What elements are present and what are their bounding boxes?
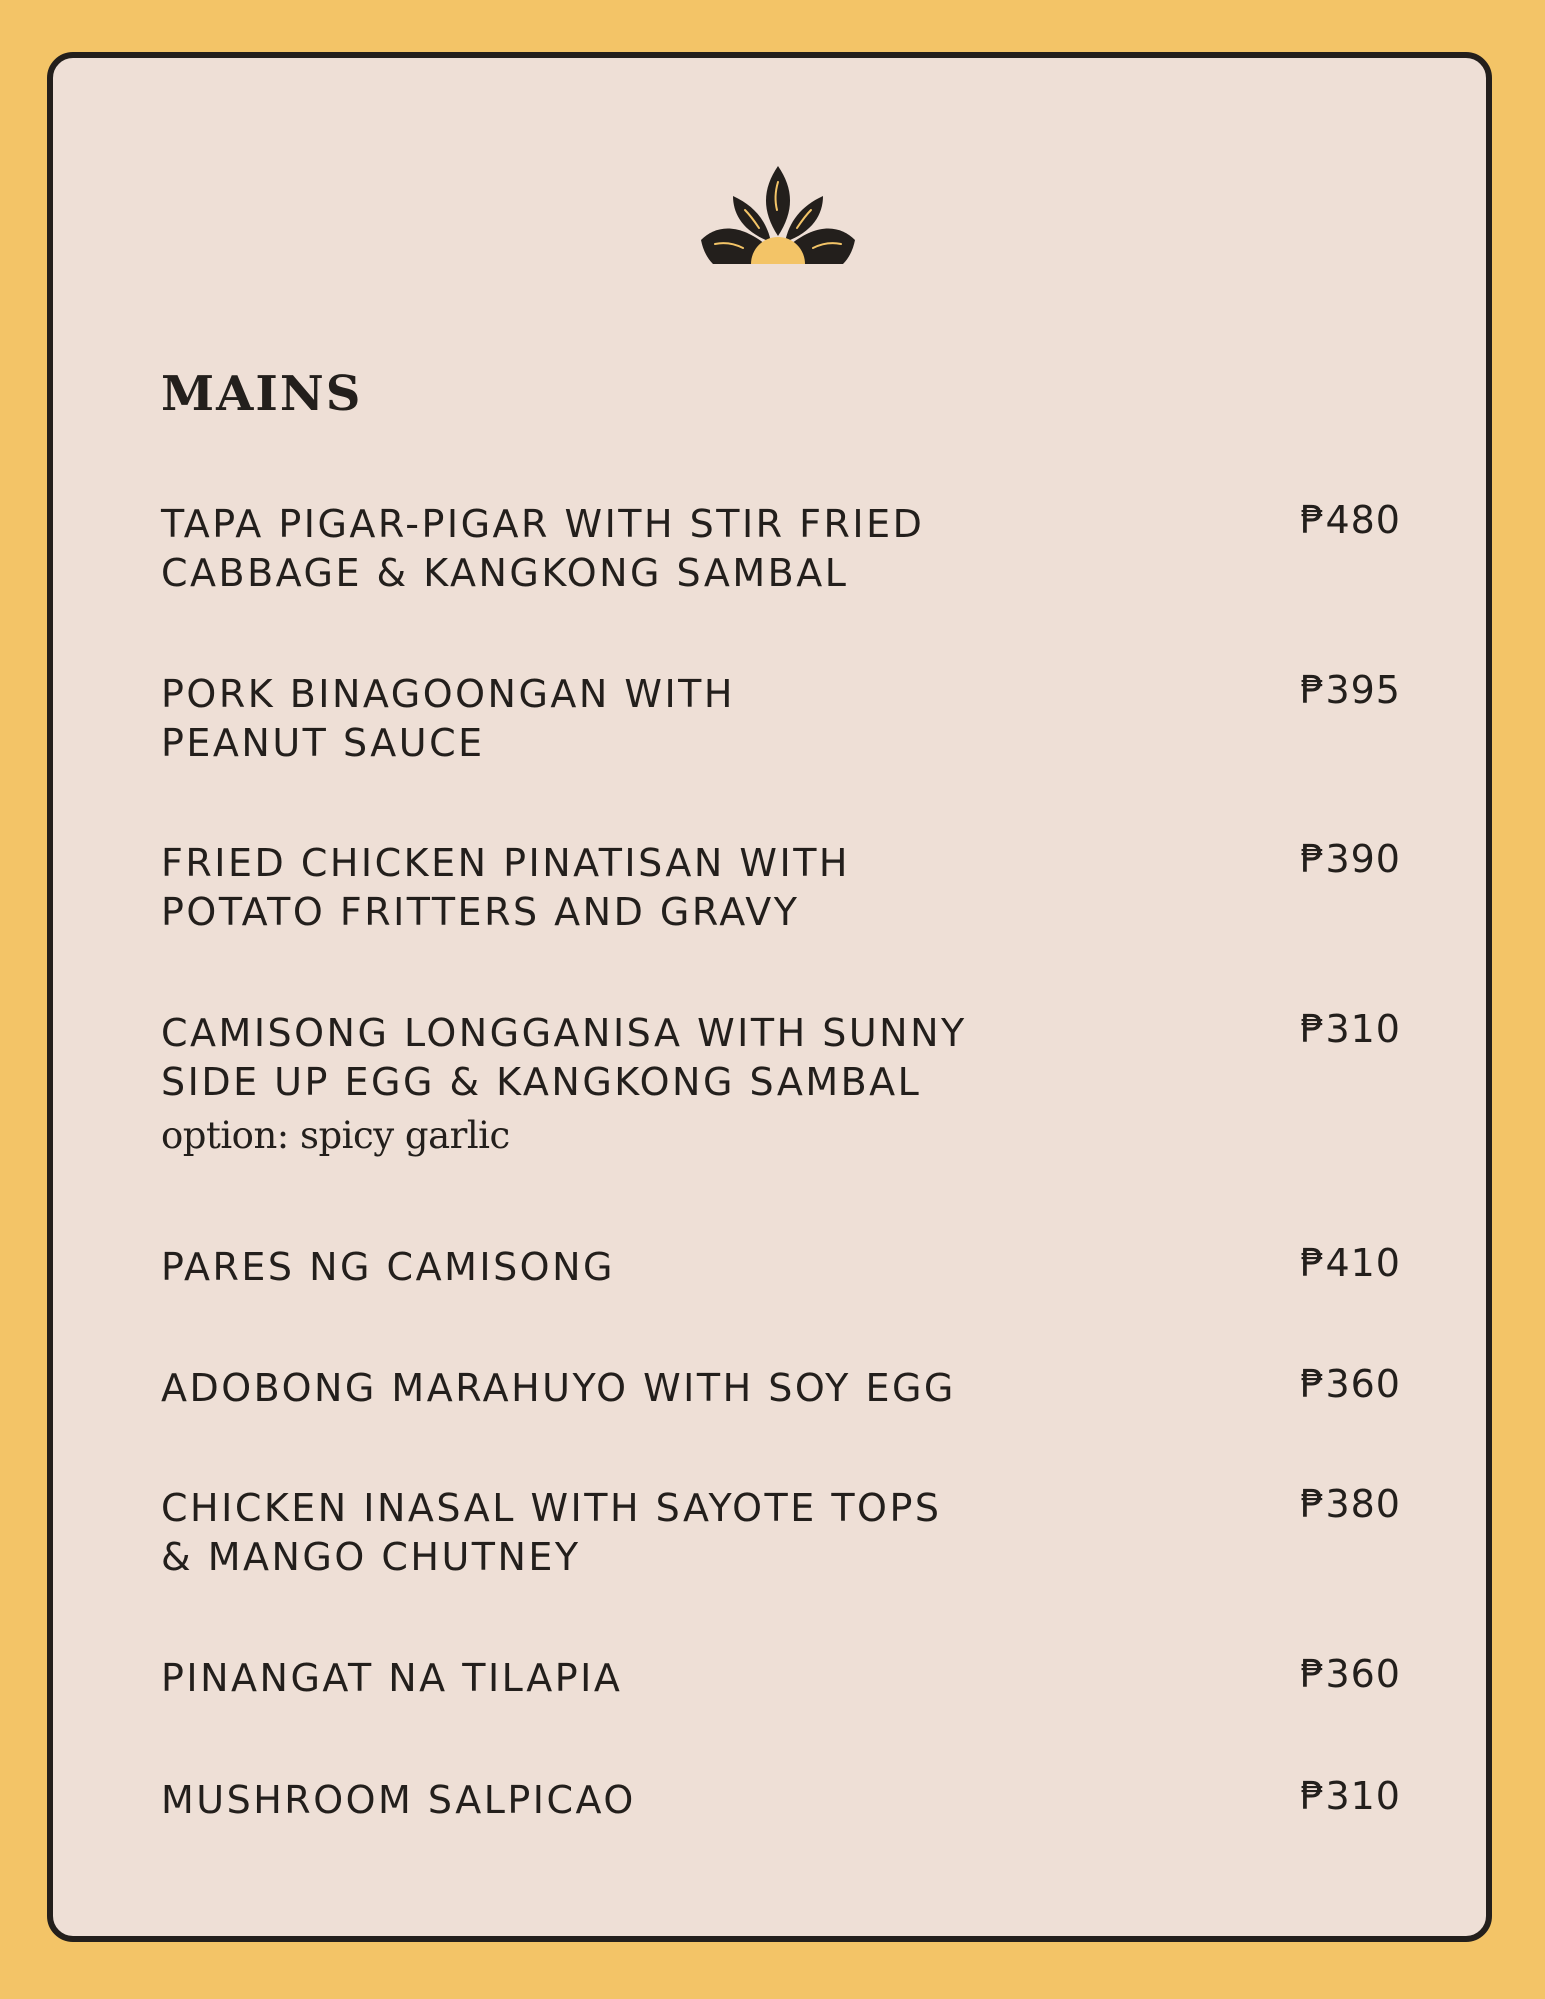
- menu-item-price: ₱480: [1300, 498, 1401, 542]
- menu-item-price: ₱360: [1300, 1652, 1401, 1696]
- menu-card: [47, 52, 1492, 1942]
- menu-item-name: MUSHROOM SALPICAO: [161, 1778, 636, 1822]
- menu-item: [161, 500, 1401, 598]
- menu-item-name: CAMISONG LONGGANISA WITH SUNNY SIDE UP EGG & KANGKONG SAMBAL: [161, 1011, 967, 1104]
- menu-item-price: ₱390: [1300, 837, 1401, 881]
- menu-item-note: option: spicy garlic: [161, 1114, 510, 1157]
- menu-item: [161, 1243, 1401, 1292]
- menu-item: [161, 1364, 1401, 1413]
- section-title: MAINS: [161, 366, 363, 422]
- menu-item: [161, 1009, 1401, 1159]
- menu-item-price: ₱380: [1300, 1482, 1401, 1526]
- menu-item-price: ₱410: [1300, 1241, 1401, 1285]
- menu-item-name: TAPA PIGAR-PIGAR WITH STIR FRIED CABBAGE & KANGKONG SAMBAL: [161, 502, 925, 595]
- menu-item: [161, 839, 1401, 937]
- menu-item-price: ₱360: [1300, 1362, 1401, 1406]
- menu-item-name: PINANGAT NA TILAPIA: [161, 1656, 623, 1700]
- menu-item-name: PARES NG CAMISONG: [161, 1245, 615, 1289]
- menu-item-name: CHICKEN INASAL WITH SAYOTE TOPS & MANGO CHUTNEY: [161, 1486, 942, 1579]
- menu-item: [161, 1484, 1401, 1582]
- menu-item-price: ₱310: [1300, 1774, 1401, 1818]
- menu-item: [161, 670, 1401, 768]
- menu-item-price: ₱395: [1300, 668, 1401, 712]
- menu-item-price: ₱310: [1300, 1007, 1401, 1051]
- menu-item-name: PORK BINAGOONGAN WITH PEANUT SAUCE: [161, 672, 735, 765]
- menu-item: [161, 1654, 1401, 1703]
- menu-item: [161, 1776, 1401, 1825]
- lotus-sun-icon: [693, 148, 863, 268]
- menu-item-name: FRIED CHICKEN PINATISAN WITH POTATO FRITTERS AND GRAVY: [161, 841, 851, 934]
- menu-item-name: ADOBONG MARAHUYO WITH SOY EGG: [161, 1366, 956, 1410]
